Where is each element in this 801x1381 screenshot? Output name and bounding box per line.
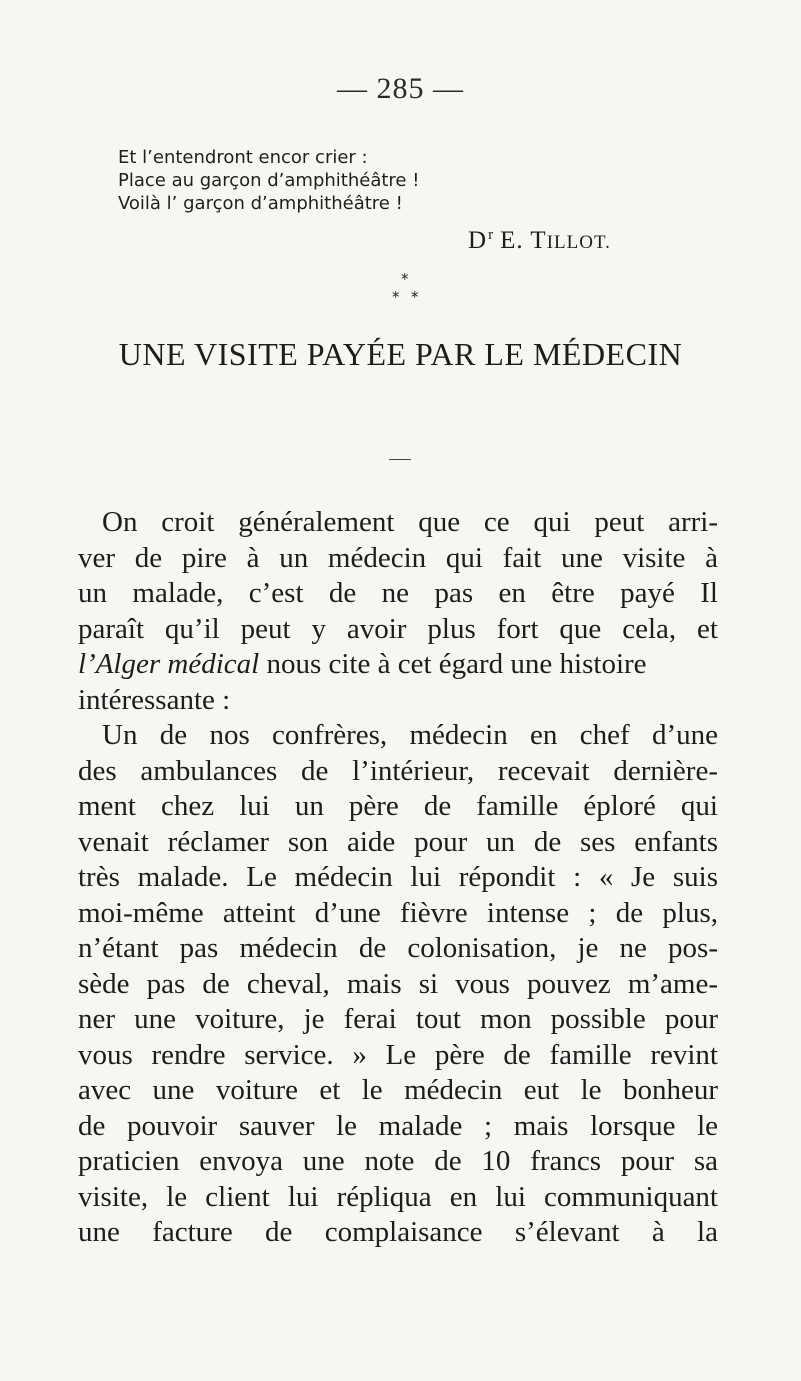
text-line: paraît qu’il peut y avoir plus fort que cela, et [78, 612, 718, 645]
text-line: avec une voiture et le médecin eut le bonheur [78, 1074, 718, 1106]
body-text [78, 505, 718, 1251]
text-line: visite, le client lui répliqua en lui communiquant [78, 1180, 718, 1213]
signature-initial: E. [500, 227, 524, 254]
asterism-separator [388, 270, 428, 318]
verse-line: Place au garçon d’amphithéâtre ! [118, 170, 420, 191]
text-line: praticien envoya une note de 10 francs pour sa [78, 1145, 718, 1177]
signature-name-rest: ILLOT. [546, 232, 611, 253]
text-line: intéressante : [78, 683, 231, 716]
text-line: ment chez lui un père de famille éploré qui [78, 790, 718, 822]
signature-prefix: D [468, 227, 488, 254]
text-line: sède pas de cheval, mais si vous pouvez m’ame- [78, 967, 718, 1000]
title-divider [389, 459, 411, 460]
text-line: Un de nos confrères, médecin en chef d’une [102, 719, 718, 751]
text-line: vous rendre service. » Le père de famille revint [78, 1038, 718, 1071]
text-line [78, 647, 718, 683]
text-line: de pouvoir sauver le malade ; mais lorsque le [78, 1109, 718, 1142]
verse-line: Et l’entendront encor crier : [118, 147, 368, 168]
text-line: On croit généralement que ce qui peut arri- [102, 506, 718, 538]
page-number: — 285 — [337, 72, 464, 105]
text-line: n’étant pas médecin de colonisation, je ne pos- [78, 932, 718, 964]
section-title: UNE VISITE PAYÉE PAR LE MÉDECIN [118, 336, 683, 372]
text-line: ner une voiture, je ferai tout mon possible pour [78, 1003, 718, 1035]
text-line: un malade, c’est de ne pas en être payé Il [78, 577, 718, 609]
text-line: très malade. Le médecin lui répondit : « Je suis [78, 861, 718, 893]
text-line: une facture de complaisance s’élevant à la [78, 1216, 718, 1248]
text-span: nous cite à cet égard une histoire [259, 648, 647, 680]
asterism-star: * [392, 288, 400, 306]
signature-name-capital: T [530, 227, 547, 254]
text-line: moi-même atteint d’une fièvre intense ; de plus, [78, 896, 718, 929]
author-signature [468, 227, 611, 255]
text-line: des ambulances de l’intérieur, recevait dernière- [78, 754, 718, 787]
text-line: ver de pire à un médecin qui fait une visite à [78, 541, 718, 574]
verse-stanza [118, 146, 419, 215]
asterism-star: * [401, 270, 409, 288]
italic-journal-title: l’Alger médical [78, 648, 260, 680]
verse-line: Voilà l’ garçon d’amphithéâtre ! [118, 193, 403, 214]
signature-prefix-superscript: r [488, 227, 495, 243]
asterism-star: * [411, 288, 419, 306]
text-line: venait réclamer son aide pour un de ses enfants [78, 825, 718, 858]
